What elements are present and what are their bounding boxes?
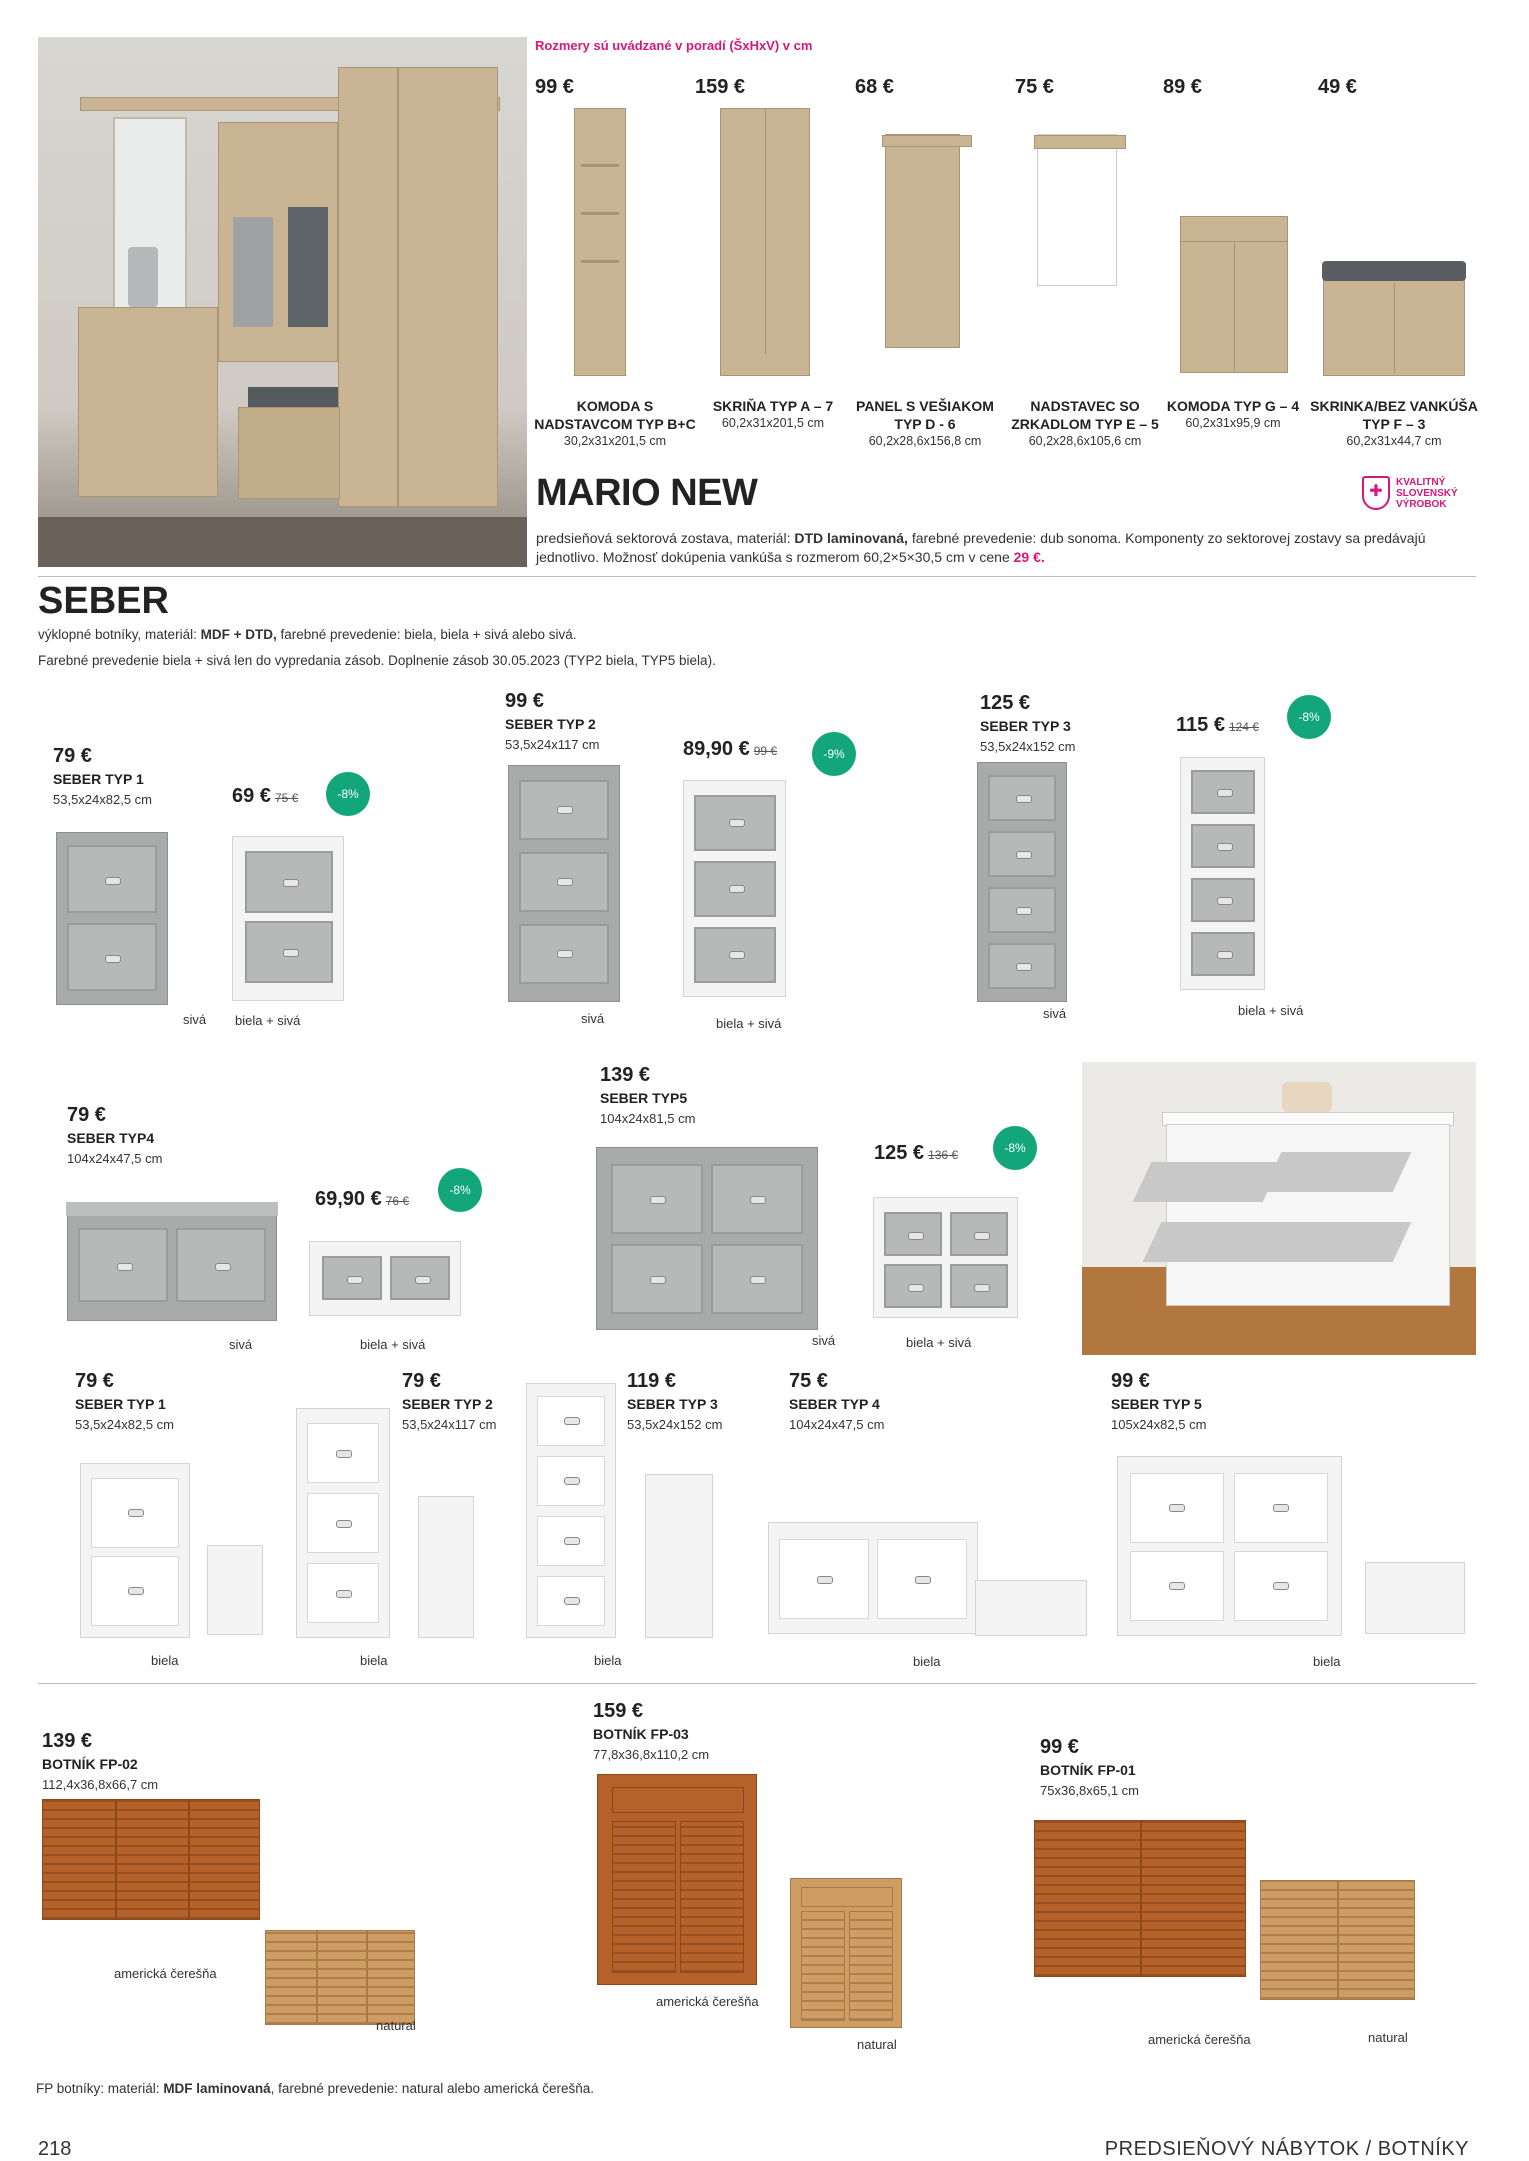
white-typ3-cap: biela [594, 1653, 622, 1668]
typ2-old: 99 € [753, 744, 778, 758]
fp02-natural-image [265, 1930, 415, 2025]
typ2-name: SEBER TYP 2 [505, 716, 596, 732]
typ1-grey-image [56, 832, 168, 1005]
mario-name-1: KOMODA S NADSTAVCOM TYP B+C [534, 398, 696, 432]
mario-name-3: PANEL S VEŠIAKOM TYP D - 6 [856, 398, 994, 432]
fp-note-bold: MDF laminovaná [163, 2081, 271, 2096]
fp-note-2: , farebné prevedenie: natural alebo americká čerešňa. [270, 2081, 595, 2096]
white-typ4-open-image [975, 1580, 1087, 1636]
white-typ5-open-image [1365, 1562, 1465, 1634]
typ4-grey-image [67, 1205, 277, 1321]
typ2-sale-price [683, 738, 777, 761]
typ2-price: 99 € [505, 690, 544, 712]
typ1-discount-badge: -8% [326, 772, 370, 816]
white-typ3-name: SEBER TYP 3 [627, 1396, 718, 1412]
shoe-cabinet-photo [1082, 1062, 1476, 1355]
skrinka-f3-image [1323, 278, 1465, 376]
white-typ2-cap: biela [360, 1653, 388, 1668]
white-typ4-name: SEBER TYP 4 [789, 1396, 880, 1412]
seber-desc-1c: farebné prevedenie: biela, biela + sivá alebo sivá. [276, 627, 577, 642]
mario-desc-price: 29 €. [1013, 549, 1045, 565]
typ3-dim: 53,5x24x152 cm [980, 739, 1076, 754]
typ4-sale: 69,90 € [315, 1188, 382, 1210]
typ1-white-grey-image [232, 836, 344, 1001]
white-typ5-image [1117, 1456, 1342, 1636]
komoda-g4-image [1180, 216, 1288, 373]
typ1-sale-price [232, 785, 298, 808]
mario-name-2: SKRIŇA TYP A – 7 [712, 398, 834, 414]
typ5-cap-grey: sivá [812, 1333, 836, 1348]
skrina-a7-image [720, 108, 810, 376]
white-typ2-open-image [418, 1496, 474, 1638]
typ3-old: 124 € [1228, 720, 1259, 734]
typ4-sale-price [315, 1188, 409, 1211]
typ5-old: 136 € [928, 1148, 959, 1162]
typ5-discount-badge: -8% [993, 1126, 1037, 1170]
typ3-white-grey-image [1180, 757, 1265, 990]
white-typ2-price: 79 € [402, 1370, 441, 1392]
seber-description-2: Farebné prevedenie biela + sivá len do vypredania zásob. Doplnenie zásob 30.05.2023 (TYP2 biela, TYP5 biela). [38, 653, 716, 668]
white-typ4-dim: 104x24x47,5 cm [789, 1417, 885, 1432]
white-typ2-name: SEBER TYP 2 [402, 1396, 493, 1412]
white-typ1-cap: biela [151, 1653, 179, 1668]
fp03-cap-cherry: americká čerešňa [656, 1994, 759, 2009]
white-typ3-open-image [645, 1474, 713, 1638]
white-typ5-name: SEBER TYP 5 [1111, 1396, 1202, 1412]
seber-title: SEBER [38, 580, 169, 622]
price-mario-6: 49 € [1318, 76, 1357, 98]
mario-desc-bold: DTD laminovaná, [794, 530, 908, 546]
price-mario-4: 75 € [1015, 76, 1054, 98]
fp-note [36, 2081, 594, 2096]
fp-note-1: FP botníky: materiál: [36, 2081, 164, 2096]
typ3-cap-grey: sivá [1043, 1006, 1067, 1021]
white-typ1-name: SEBER TYP 1 [75, 1396, 166, 1412]
price-mario-3: 68 € [855, 76, 894, 98]
typ2-cap-white-grey: biela + sivá [716, 1016, 782, 1031]
typ5-cap-white-grey: biela + sivá [906, 1335, 972, 1350]
fp03-price: 159 € [593, 1700, 644, 1722]
typ3-name: SEBER TYP 3 [980, 718, 1071, 734]
typ5-name: SEBER TYP5 [600, 1090, 688, 1106]
mario-name-5: KOMODA TYP G – 4 [1166, 398, 1300, 414]
mario-name-4: NADSTAVEC SO ZRKADLOM TYP E – 5 [1011, 398, 1159, 432]
fp01-name: BOTNÍK FP-01 [1040, 1762, 1136, 1778]
panel-d6-image [885, 134, 960, 348]
white-typ3-dim: 53,5x24x152 cm [627, 1417, 723, 1432]
typ1-cap-grey: sivá [183, 1012, 207, 1027]
fp01-cap-natural: natural [1368, 2030, 1408, 2045]
typ2-dim: 53,5x24x117 cm [505, 737, 600, 752]
mario-dim-6: 60,2x31x44,7 cm [1346, 434, 1442, 448]
typ4-white-grey-image [309, 1241, 461, 1316]
white-typ2-image [296, 1408, 390, 1638]
mario-dim-5: 60,2x31x95,9 cm [1185, 416, 1281, 430]
dims-note: Rozmery sú uvádzané v poradí (ŠxHxV) v cm [535, 38, 813, 53]
price-mario-2: 159 € [695, 76, 746, 98]
fp02-cherry-image [42, 1799, 260, 1920]
typ4-cap-grey: sivá [229, 1337, 253, 1352]
typ3-price: 125 € [980, 692, 1031, 714]
typ1-name: SEBER TYP 1 [53, 771, 144, 787]
white-typ4-price: 75 € [789, 1370, 828, 1392]
white-typ1-price: 79 € [75, 1370, 114, 1392]
seber-desc-1b: MDF + DTD, [200, 627, 277, 642]
typ1-cap-white-grey: biela + sivá [235, 1013, 301, 1028]
typ4-name: SEBER TYP4 [67, 1130, 155, 1146]
mario-label-1 [534, 397, 696, 450]
typ3-grey-image [977, 762, 1067, 1002]
divider-1 [38, 576, 1476, 577]
typ1-sale: 69 € [232, 785, 271, 807]
fp02-cap-natural: natural [376, 2018, 416, 2033]
typ4-discount-badge: -8% [438, 1168, 482, 1212]
typ5-sale-price [874, 1142, 958, 1165]
mario-title: MARIO NEW [536, 472, 758, 514]
white-typ5-dim: 105x24x82,5 cm [1111, 1417, 1207, 1432]
price-mario-5: 89 € [1163, 76, 1202, 98]
white-typ4-image [768, 1522, 978, 1634]
fp02-dim: 112,4x36,8x66,7 cm [42, 1777, 159, 1792]
fp02-name: BOTNÍK FP-02 [42, 1756, 138, 1772]
typ3-cap-white-grey: biela + sivá [1238, 1003, 1304, 1018]
typ3-discount-badge: -8% [1287, 695, 1331, 739]
mario-room-photo [38, 37, 527, 567]
mario-label-6 [1310, 397, 1478, 450]
typ2-cap-grey: sivá [581, 1011, 605, 1026]
komoda-bc-image [574, 108, 626, 376]
mario-label-4 [1010, 397, 1160, 450]
fp01-natural-image [1260, 1880, 1415, 2000]
seber-desc-1a: výklopné botníky, materiál: [38, 627, 201, 642]
typ2-discount-badge: -9% [812, 732, 856, 776]
mario-label-5 [1160, 397, 1306, 432]
typ1-price: 79 € [53, 745, 92, 767]
fp03-cap-natural: natural [857, 2037, 897, 2052]
fp01-dim: 75x36,8x65,1 cm [1040, 1783, 1140, 1798]
mario-dim-2: 60,2x31x201,5 cm [721, 416, 825, 430]
fp02-cap-cherry: americká čerešňa [114, 1966, 217, 1981]
white-typ3-image [526, 1383, 616, 1638]
fp01-cap-cherry: americká čerešňa [1148, 2032, 1251, 2047]
nadstavec-e5-image [1037, 134, 1117, 286]
mario-dim-3: 60,2x28,6x156,8 cm [868, 434, 982, 448]
typ5-white-grey-image [873, 1197, 1018, 1318]
mario-dim-4: 60,2x28,6x105,6 cm [1028, 434, 1142, 448]
typ1-old: 75 € [274, 791, 299, 805]
seber-description-1 [38, 627, 577, 642]
fp03-cherry-image [597, 1774, 757, 1985]
fp03-name: BOTNÍK FP-03 [593, 1726, 689, 1742]
white-typ1-dim: 53,5x24x82,5 cm [75, 1417, 175, 1432]
typ5-dim: 104x24x81,5 cm [600, 1111, 696, 1126]
typ5-sale: 125 € [874, 1142, 925, 1164]
slovak-shield-icon: ✚ [1362, 476, 1390, 510]
white-typ2-dim: 53,5x24x117 cm [402, 1417, 497, 1432]
typ2-sale: 89,90 € [683, 738, 750, 760]
white-typ4-cap: biela [913, 1654, 941, 1669]
typ4-cap-white-grey: biela + sivá [360, 1337, 426, 1352]
mario-description [536, 529, 1476, 567]
fp01-cherry-image [1034, 1820, 1246, 1977]
fp02-price: 139 € [42, 1730, 93, 1752]
white-typ5-price: 99 € [1111, 1370, 1150, 1392]
mario-desc-2: farebné prevedenie: dub sonoma. Komponenty zo sektorovej zostavy sa predávajú jednotlivo. Možnosť dokúpenia vankúša s rozmerom 60,2×5×30,5 cm v cene [536, 530, 1426, 565]
typ3-sale-price [1176, 714, 1259, 737]
mario-dim-1: 30,2x31x201,5 cm [563, 434, 667, 448]
typ1-dim: 53,5x24x82,5 cm [53, 792, 153, 807]
fp03-dim: 77,8x36,8x110,2 cm [593, 1747, 710, 1762]
white-typ1-image [80, 1463, 190, 1638]
price-mario-1: 99 € [535, 76, 574, 98]
typ5-price: 139 € [600, 1064, 651, 1086]
typ5-grey-image [596, 1147, 818, 1330]
fp03-natural-image [790, 1878, 902, 2028]
white-typ1-open-image [207, 1545, 263, 1635]
mario-name-6: SKRINKA/BEZ VANKÚŠA TYP F – 3 [1310, 398, 1478, 432]
typ4-old: 76 € [385, 1194, 410, 1208]
white-typ5-cap: biela [1313, 1654, 1341, 1669]
typ2-white-grey-image [683, 780, 786, 997]
mario-label-3 [847, 397, 1003, 450]
typ2-grey-image [508, 765, 620, 1002]
fp01-price: 99 € [1040, 1736, 1079, 1758]
section-title: PREDSIEŇOVÝ NÁBYTOK / BOTNÍKY [1104, 2138, 1469, 2160]
white-typ3-price: 119 € [627, 1370, 676, 1392]
typ3-sale: 115 € [1176, 714, 1225, 736]
mario-label-2 [697, 397, 849, 432]
quality-badge [1362, 476, 1466, 510]
page-number: 218 [38, 2138, 72, 2160]
divider-2 [38, 1683, 1476, 1684]
quality-badge-text: KVALITNÝ SLOVENSKÝ VÝROBOK [1396, 476, 1458, 510]
typ4-dim: 104x24x47,5 cm [67, 1151, 163, 1166]
typ4-price: 79 € [67, 1104, 106, 1126]
mario-desc-1: predsieňová sektorová zostava, materiál: [536, 530, 795, 546]
